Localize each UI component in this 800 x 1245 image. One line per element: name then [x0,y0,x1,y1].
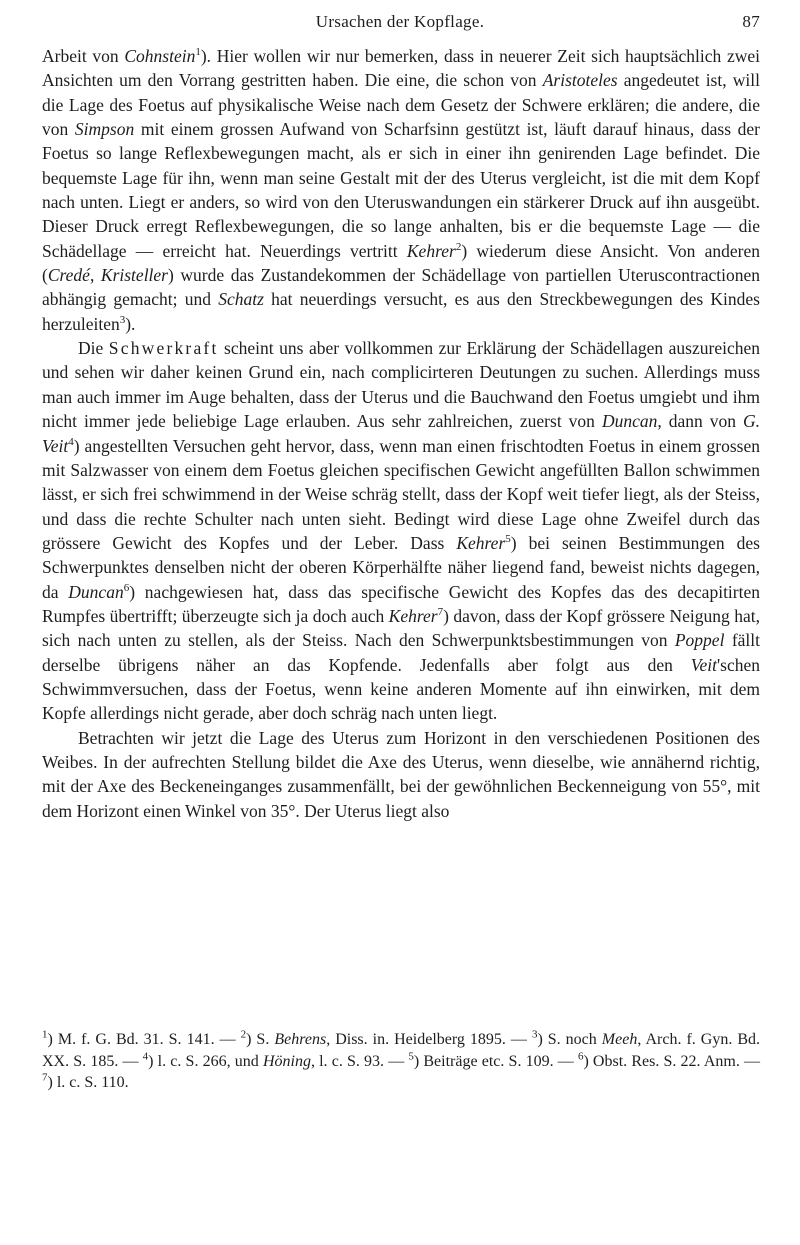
footnote-number: 1 [42,1028,48,1041]
paragraph-2 [42,336,760,726]
author-name: Veit [690,654,717,675]
footnote-text: , Diss. in. Heidelberg 1895. — [326,1031,532,1048]
footnote-text: ) Beiträge etc. S. 109. — [413,1052,578,1070]
text-span: Arbeit von [42,46,125,66]
footnote-number: 5 [408,1050,414,1063]
text-span: Die [78,338,109,359]
text-span: ) davon, dass der Kopf grössere Neigung hat, sich nach unten zu stellen, als der Steiss. Nach den Schwerpunktsbestimmungen von [42,605,760,651]
footnote-text: ) M. f. G. Bd. 31. S. 141. — [47,1031,241,1048]
author-name: Höning [262,1052,311,1070]
footnote-number: 3 [531,1028,538,1041]
author-name: Simpson [74,119,135,140]
emphasized-term: Schwerkraft [108,338,219,359]
footnote-text: ) Obst. Res. S. 22. Anm. — [583,1052,760,1070]
text-span: fällt derselbe übrigens näher an das Kopfende. Jedenfalls aber folgt aus den [42,630,760,675]
footnote-ref: 3 [119,313,126,326]
author-name: Kehrer [406,240,456,261]
author-name: Kehrer [388,605,438,626]
footnote-ref: 2 [455,240,462,253]
text-span: ) nachgewiesen hat, dass das specifische Gewicht des Kopfes das des decapitirten Rumpfes übertrifft; überzeugte sich ja doch auch [42,581,760,626]
footnote-text: ) l. c. S. 110. [47,1074,129,1091]
text-span: scheint uns aber vollkommen zur Erklärung der Schädellagen auszureichen und sehen wir daher keinen Grund ein, nach complicirteren Deutungen zu suchen. Allerdings muss man auch immer im Auge behalten, dass der Uterus und die Bauchwand den Foetus umgiebt und ihm nicht immer jede beliebige Lage erlauben. Aus sehr zahlreichen, zuerst von [42,338,760,432]
footnote-text: ) S. noch [537,1031,602,1048]
author-name: Duncan [68,581,124,602]
footnote-text: , l. c. S. 93. — [310,1052,409,1070]
footnote-number: 6 [577,1050,584,1063]
footnote-block [42,1029,760,1094]
text-span: ) wurde das Zustandekommen der Schädellage von partiellen Uteruscontractionen abhängig gemacht; und [42,265,760,310]
text-span: ) angestellten Versuchen geht hervor, dass, wenn man einen frischtodten Foetus in einem grossen mit Salzwasser von einem dem Foetus gleichen specifischen Gewicht angefüllten Ballon schwimmen lässt, er sich frei schwimmend in der Weise schräg stellt, dass der Kopf weit tiefer liegt, als der Steiss, und dass die rechte Schulter nach unten sieht. Bedingt wird diese Lage ohne Zweifel durch das grössere Gewicht des Kopfes und der Leber. Dass [42,435,760,553]
text-span: , dann von [657,411,743,432]
footnote-ref: 7 [437,606,444,619]
author-name: Duncan [601,411,658,432]
footnotes [42,1029,760,1094]
footnote-text: ) l. c. S. 266, und [148,1052,263,1070]
footnote-ref: 1 [195,46,201,59]
text-span: mit einem grossen Aufwand von Scharfsinn gestützt ist, läuft darauf hinaus, dass der Foetus so lange Reflexbewegungen macht, als er sich in einer ihn genirenden Lage befindet. Die bequemste Lage für ihn, wenn man seine Gestalt mit der des Uterus vergleicht, ist die mit dem Kopf nach unten. Liegt er anders, so wird von den Uteruswandungen ein stärkerer Druck auf ihn ausgeübt. Dieser Druck erregt Reflexbewegungen, die so lange anhalten, bis er die bequemste Lage — die Schädellage — erreicht hat. Neuerdings vertritt [42,119,760,261]
text-span: ) bei seinen Bestimmungen des Schwerpunktes denselben nicht der oberen Körperhälfte näher liegend fand, beweist nichts dagegen, da [42,532,760,602]
text-span: ). Hier wollen wir nur bemerken, dass in neuerer Zeit sich hauptsächlich zwei Ansichten um den Vorrang gestritten haben. Die eine, die schon von [42,46,760,91]
author-name: Behrens [274,1031,327,1048]
running-title: Ursachen der Kopflage. [315,12,485,31]
footnote-ref: 6 [123,581,130,594]
author-name: Cohnstein [124,46,196,66]
author-name: Meeh [601,1031,638,1048]
author-name: Kehrer [456,532,506,553]
text-span: angedeutet ist, will die Lage des Foetus auf physikalische Weise nach dem Gesetz der Schwere erklären; die andere, die von [42,70,760,140]
footnote-ref: 4 [68,435,74,448]
author-name: Poppel [674,630,725,651]
footnote-ref: 5 [505,533,511,546]
body-text [42,44,760,823]
author-name: Schatz [218,289,264,310]
paragraph-1 [42,44,760,336]
text-span: hat neuerdings versucht, es aus den Streckbewegungen des Kindes herzuleiten [42,289,760,334]
author-name: Kristeller [100,265,168,286]
author-name: Aristoteles [542,70,618,91]
text-span: ) wiederum diese Ansicht. Von anderen ( [42,240,760,286]
text-span: ). [125,313,136,334]
footnote-text: , Arch. f. Gyn. Bd. XX. S. 185. — [42,1031,761,1070]
text-span: 'schen Schwimmversuchen, dass der Foetus, wenn keine anderen Momente auf ihn einwirken, mit dem Kopfe allerdings nicht gerade, aber doch schräg nach unten liegt. [42,654,760,724]
running-head [40,6,760,36]
footnote-number: 7 [42,1071,48,1084]
paragraph-3: Betrachten wir jetzt die Lage des Uterus zum Horizont in den verschiedenen Positionen des Weibes. In der aufrechten Stellung bildet die Axe des Uterus, wenn dieselbe, wie annähernd richtig, mit der Axe des Beckeneinganges zusammenfällt, bei der gewöhnlichen Beckenneigung von 55°, mit dem Horizont einen Winkel von 35°. Der Uterus liegt also [42,727,760,821]
author-name: Credé [47,265,90,286]
text-span: , [89,265,101,286]
footnote-number: 2 [240,1028,247,1041]
footnote-text: ) S. [246,1031,275,1048]
footnote-number: 4 [142,1050,149,1063]
author-name: G. Veit [42,411,760,456]
page-number: 87 [742,12,760,31]
